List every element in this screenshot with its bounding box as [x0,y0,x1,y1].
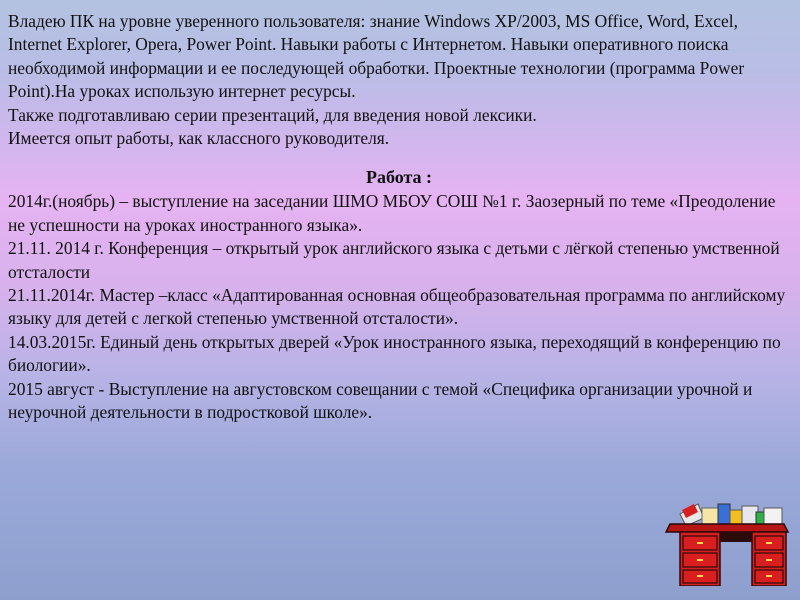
slide-text [8,10,790,425]
work-item-3: 21.11.2014г. Мастер –класс «Адаптированная основная общеобразовательная программа по английскому языку для детей с легкой степенью умственной отсталости». [8,285,786,329]
work-heading: Работа : [365,167,433,188]
work-item-5: 2015 август - Выступление на августовском совещании с темой «Специфика организации урочной и неурочной деятельности в подростковой школе». [8,378,753,423]
desk-with-books-icon [664,500,790,586]
intro-paragraph-2: Также подготавливаю серии презентаций, для введения новой лексики. [8,104,537,125]
work-item-1: 2014г.(ноябрь) – выступление на заседании ШМО МБОУ СОШ №1 г. Заозерный по теме «Преодоление не успешности на уроках иностранного языка». [8,191,776,235]
intro-paragraph-1: Владею ПК на уровне уверенного пользователя: знание Windows XP/2003, MS Office, Word, Excel, Internet Explorer, Opera, Power Point. Навыки работы с Интернетом. Навыки оперативного поиска необходимой информации и ее последующей обработки. Проектные технологии (программа Power Point).На уроках использую интернет ресурсы. [8,11,745,102]
work-item-2: 21.11. 2014 г. Конференция – открытый урок английского языка с детьми с лёгкой степенью умственной отсталости [8,238,780,282]
work-item-4: 14.03.2015г. Единый день открытых дверей «Урок иностранного языка, переходящий в конференцию по биологии». [8,331,781,376]
intro-paragraph-3: Имеется опыт работы, как классного руководителя. [8,128,390,149]
